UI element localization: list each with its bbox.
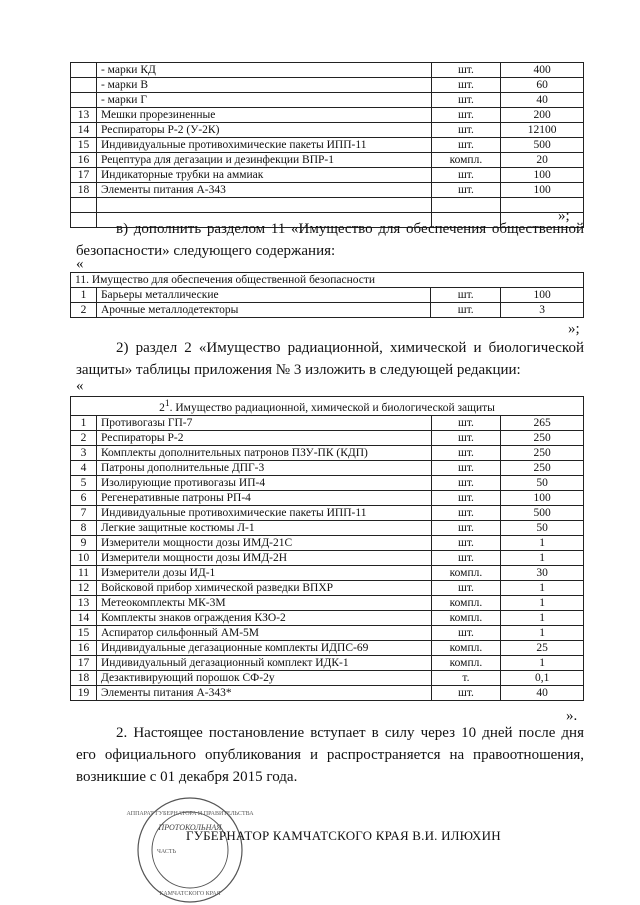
- table-row: [71, 183, 584, 198]
- row-qty: 1: [501, 625, 584, 640]
- row-name: Индикаторные трубки на аммиак: [96, 168, 431, 183]
- row-qty: 20: [501, 153, 584, 168]
- row-number: 8: [71, 520, 97, 535]
- table-row: [71, 445, 584, 460]
- table-row: [71, 123, 584, 138]
- row-number: 6: [71, 490, 97, 505]
- table-row: [71, 640, 584, 655]
- row-number: 2: [71, 303, 97, 318]
- table-row: [71, 168, 584, 183]
- row-name: Дезактивирующий порошок СФ-2у: [96, 670, 431, 685]
- row-unit: шт.: [431, 460, 501, 475]
- row-unit: шт.: [431, 183, 501, 198]
- row-name: Легкие защитные костюмы Л-1: [96, 520, 431, 535]
- table-row: [71, 490, 584, 505]
- table-row: [71, 580, 584, 595]
- row-unit: шт.: [431, 430, 501, 445]
- row-number: 13: [71, 595, 97, 610]
- row-qty: 40: [501, 93, 584, 108]
- row-qty: 3: [501, 303, 584, 318]
- row-number: 11: [71, 565, 97, 580]
- row-unit: шт.: [431, 550, 501, 565]
- row-name: Патроны дополнительные ДПГ-3: [96, 460, 431, 475]
- row-qty: 1: [501, 580, 584, 595]
- row-number: 16: [71, 153, 97, 168]
- stamp-text: КАМЧАТСКОГО КРАЯ: [159, 891, 221, 897]
- row-name: Элементы питания А-343: [96, 183, 431, 198]
- row-name: Арочные металлодетекторы: [96, 303, 430, 318]
- row-name: Барьеры металлические: [96, 288, 430, 303]
- row-unit: шт.: [431, 535, 501, 550]
- row-unit: шт.: [431, 63, 501, 78]
- row-unit: шт.: [431, 168, 501, 183]
- row-name: Изолирующие противогазы ИП-4: [96, 475, 431, 490]
- table-row: [71, 520, 584, 535]
- table-row: [71, 138, 584, 153]
- row-number: 14: [71, 123, 97, 138]
- row-number: 17: [71, 655, 97, 670]
- table-row: [71, 505, 584, 520]
- row-unit: шт.: [431, 138, 501, 153]
- row-qty: 0,1: [501, 670, 584, 685]
- row-unit: шт.: [431, 93, 501, 108]
- row-qty: 250: [501, 445, 584, 460]
- row-qty: [501, 198, 584, 213]
- row-unit: шт.: [431, 625, 501, 640]
- stamp-text: АППАРАТ ГУБЕРНАТОРА И ПРАВИТЕЛЬСТВА: [126, 811, 254, 817]
- table-title: 11. Имущество для обеспечения общественной безопасности: [71, 273, 584, 288]
- row-name: Мешки прорезиненные: [96, 108, 431, 123]
- row-unit: шт.: [431, 505, 501, 520]
- row-qty: 400: [501, 63, 584, 78]
- table-row: [71, 93, 584, 108]
- row-unit: компл.: [431, 610, 501, 625]
- row-unit: шт.: [431, 685, 501, 700]
- row-number: 2: [71, 430, 97, 445]
- table-header-row: [71, 397, 584, 416]
- table-row: [71, 108, 584, 123]
- paragraph-section-11: в) дополнить разделом 11 «Имущество для обеспечения общественной безопасности» следующего содержания:: [76, 221, 584, 259]
- row-qty: 500: [501, 505, 584, 520]
- table-row: [71, 288, 584, 303]
- title-prefix: 2: [159, 401, 165, 414]
- row-number: 5: [71, 475, 97, 490]
- row-unit: компл.: [431, 595, 501, 610]
- row-name: Измерители мощности дозы ИМД-2Н: [96, 550, 431, 565]
- title-text: . Имущество радиационной, химической и биологической защиты: [169, 401, 495, 414]
- row-unit: компл.: [431, 640, 501, 655]
- row-name: Респираторы Р-2 (У-2К): [96, 123, 431, 138]
- row-unit: компл.: [431, 565, 501, 580]
- row-name: Аспиратор сильфонный АМ-5М: [96, 625, 431, 640]
- row-name: Метеокомплекты МК-3М: [96, 595, 431, 610]
- section-2-table: [70, 396, 584, 701]
- row-qty: 50: [501, 520, 584, 535]
- row-unit: шт.: [431, 78, 501, 93]
- row-unit: шт.: [431, 520, 501, 535]
- row-number: 10: [71, 550, 97, 565]
- row-qty: 25: [501, 640, 584, 655]
- row-qty: 40: [501, 685, 584, 700]
- table-row: [71, 303, 584, 318]
- table-row: [71, 655, 584, 670]
- row-qty: 12100: [501, 123, 584, 138]
- row-name: Измерители мощности дозы ИМД-21С: [96, 535, 431, 550]
- row-name: - марки В: [96, 78, 431, 93]
- row-unit: шт.: [431, 475, 501, 490]
- paragraph-effective-date: 2. Настоящее постановление вступает в силу через 10 дней после дня его официального опубликования и распространяется на правоотношения, возникшие с 01 декабря 2015 года.: [76, 725, 584, 785]
- row-name: Индивидуальный дегазационный комплект ИДК-1: [96, 655, 431, 670]
- table-row: [71, 685, 584, 700]
- row-name: Индивидуальные противохимические пакеты ИПП-11: [96, 505, 431, 520]
- row-name: Респираторы Р-2: [96, 430, 431, 445]
- row-number: 4: [71, 460, 97, 475]
- table-row: [71, 610, 584, 625]
- row-number: 3: [71, 445, 97, 460]
- table-row: [71, 565, 584, 580]
- row-name: Регенеративные патроны РП-4: [96, 490, 431, 505]
- row-unit: т.: [431, 670, 501, 685]
- row-name: Комплекты знаков ограждения КЗО-2: [96, 610, 431, 625]
- table-row: [71, 625, 584, 640]
- row-name: Индивидуальные противохимические пакеты ИПП-11: [96, 138, 431, 153]
- row-number: [71, 198, 97, 213]
- row-number: 14: [71, 610, 97, 625]
- section-11-table: [70, 272, 584, 318]
- row-qty: 250: [501, 430, 584, 445]
- row-number: 13: [71, 108, 97, 123]
- table-title: [71, 397, 584, 416]
- row-number: [71, 78, 97, 93]
- row-qty: 1: [501, 550, 584, 565]
- table-row: [71, 78, 584, 93]
- row-unit: компл.: [431, 655, 501, 670]
- row-name: Комплекты дополнительных патронов ПЗУ-ПК (КДП): [96, 445, 431, 460]
- table-header-row: [71, 273, 584, 288]
- table-row: [71, 430, 584, 445]
- row-qty: 265: [501, 415, 584, 430]
- row-qty: 1: [501, 610, 584, 625]
- row-name: - марки Г: [96, 93, 431, 108]
- row-name: Противогазы ГП-7: [96, 415, 431, 430]
- row-number: 18: [71, 670, 97, 685]
- closing-quote-mark-3: ».: [566, 708, 578, 724]
- row-unit: шт.: [431, 303, 501, 318]
- continuation-table-body: [71, 63, 584, 228]
- row-unit: шт.: [431, 123, 501, 138]
- row-name: Элементы питания А-343*: [96, 685, 431, 700]
- row-name: Индивидуальные дегазационные комплекты ИДПС-69: [96, 640, 431, 655]
- row-qty: 1: [501, 595, 584, 610]
- row-unit: шт.: [431, 288, 501, 303]
- row-number: 19: [71, 685, 97, 700]
- row-qty: 60: [501, 78, 584, 93]
- table-row: [71, 670, 584, 685]
- opening-quote-mark-2: «: [76, 378, 84, 394]
- table-row: [71, 460, 584, 475]
- table-row: [71, 475, 584, 490]
- stamp-text: ПРОТОКОЛЬНАЯ: [158, 823, 222, 832]
- table-row: [71, 595, 584, 610]
- stamp-text: ЧАСТЬ: [157, 849, 177, 855]
- row-unit: шт.: [431, 445, 501, 460]
- protocol-stamp: [126, 795, 254, 905]
- row-number: 12: [71, 580, 97, 595]
- row-unit: шт.: [431, 108, 501, 123]
- signature-line: ГУБЕРНАТОР КАМЧАТСКОГО КРАЯ В.И. ИЛЮХИН: [186, 828, 501, 843]
- row-number: 7: [71, 505, 97, 520]
- closing-quote-mark-2: »;: [568, 321, 580, 337]
- row-unit: шт.: [431, 490, 501, 505]
- row-number: 15: [71, 138, 97, 153]
- table-row: [71, 535, 584, 550]
- row-qty: 100: [501, 288, 584, 303]
- row-unit: [431, 198, 501, 213]
- table-row: [71, 198, 584, 213]
- opening-quote-mark-1: «: [76, 256, 84, 272]
- paragraph-section-2: 2) раздел 2 «Имущество радиационной, химической и биологической защиты» таблицы приложения № 3 изложить в следующей редакции:: [76, 340, 584, 378]
- row-number: 18: [71, 183, 97, 198]
- row-unit: шт.: [431, 415, 501, 430]
- row-number: 1: [71, 288, 97, 303]
- continuation-table: [70, 62, 584, 228]
- row-qty: 1: [501, 655, 584, 670]
- row-number: 16: [71, 640, 97, 655]
- table-row: [71, 415, 584, 430]
- row-qty: 500: [501, 138, 584, 153]
- row-number: 9: [71, 535, 97, 550]
- row-number: [71, 63, 97, 78]
- row-qty: 30: [501, 565, 584, 580]
- row-name: Войсковой прибор химической разведки ВПХР: [96, 580, 431, 595]
- row-name: [96, 198, 431, 213]
- row-qty: 50: [501, 475, 584, 490]
- row-name: Рецептура для дегазации и дезинфекции ВПР-1: [96, 153, 431, 168]
- row-name: Измерители дозы ИД-1: [96, 565, 431, 580]
- row-number: 15: [71, 625, 97, 640]
- table-row: [71, 550, 584, 565]
- row-qty: 1: [501, 535, 584, 550]
- closing-quote-mark-1: »;: [558, 208, 570, 224]
- row-name: - марки КД: [96, 63, 431, 78]
- row-qty: 100: [501, 490, 584, 505]
- row-number: [71, 93, 97, 108]
- row-qty: 100: [501, 183, 584, 198]
- table-row: [71, 63, 584, 78]
- row-number: 1: [71, 415, 97, 430]
- title-superscript: 1: [164, 398, 170, 409]
- row-number: 17: [71, 168, 97, 183]
- row-qty: 100: [501, 168, 584, 183]
- row-qty: 250: [501, 460, 584, 475]
- row-unit: шт.: [431, 580, 501, 595]
- row-unit: компл.: [431, 153, 501, 168]
- row-qty: 200: [501, 108, 584, 123]
- table-row: [71, 153, 584, 168]
